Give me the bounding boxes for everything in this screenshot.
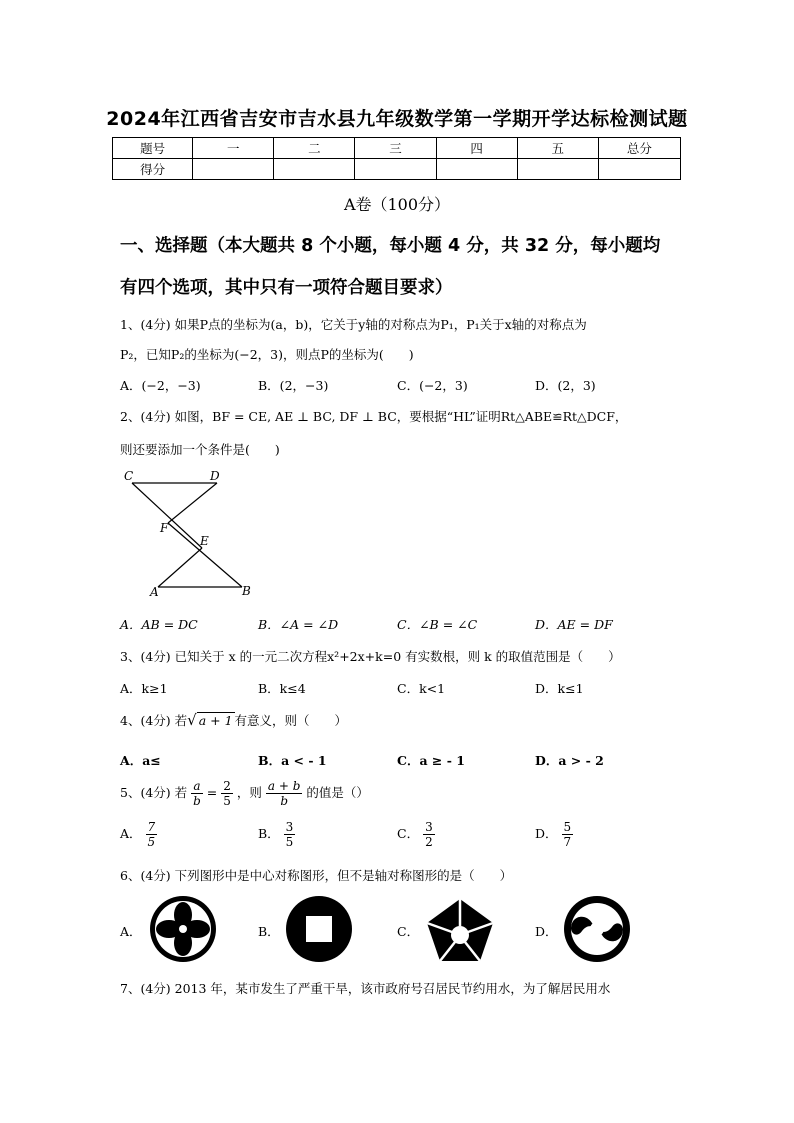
q4-suffix: 有意义，则（ ） (234, 713, 348, 728)
figure-label-c: C (124, 469, 134, 483)
q5-prefix: 5、(4分) 若 (120, 785, 188, 800)
score-table-cell: 三 (355, 138, 436, 159)
score-table-cell: 五 (517, 138, 598, 159)
q4-option-a[interactable]: A．a≤ (120, 753, 161, 768)
q1-option-b[interactable]: B．(2，−3) (258, 378, 329, 393)
fraction-numerator: a + b (267, 779, 301, 793)
q2-option-a[interactable]: A．AB = DC (120, 617, 198, 632)
option-label: C． (397, 826, 420, 841)
yin-yang-wave-icon (562, 895, 632, 965)
option-fraction (562, 820, 574, 849)
q5-suffix: 的值是（） (306, 785, 369, 800)
fraction-numerator: 5 (563, 820, 572, 834)
q1-option-a[interactable]: A．(−2，−3) (120, 378, 201, 393)
figure-label-a: A (150, 585, 159, 599)
section-title: A卷（100分） (343, 195, 451, 214)
q2-option-b[interactable]: B．∠A = ∠D (258, 617, 339, 632)
figure-label-f: F (160, 521, 169, 535)
fraction-numerator: 2 (223, 779, 231, 793)
q1-option-d[interactable]: D．(2，3) (535, 378, 596, 393)
q3-option-b[interactable]: B．k≤4 (258, 681, 306, 696)
q2-option-c[interactable]: C．∠B = ∠C (397, 617, 478, 632)
q3-option-d[interactable]: D．k≤1 (535, 681, 584, 696)
q5-given-value (221, 779, 233, 808)
score-table-cell: 得分 (113, 159, 193, 180)
score-input-cell[interactable] (517, 159, 598, 180)
q2-option-d[interactable]: D．AE = DF (535, 617, 613, 632)
q2-line2: 则还要添加一个条件是( ) (120, 442, 280, 457)
score-input-cell[interactable] (598, 159, 680, 180)
fraction-denominator: 7 (563, 835, 572, 849)
page-title: 2024年江西省吉安市吉水县九年级数学第一学期开学达标检测试题 (106, 108, 688, 130)
score-input-cell[interactable] (436, 159, 517, 180)
score-table-cell: 总分 (598, 138, 680, 159)
score-table (112, 137, 681, 180)
fraction-denominator: 2 (425, 835, 433, 849)
q5-option-d[interactable] (535, 820, 573, 849)
score-table-cell: 题号 (113, 138, 193, 159)
q5-option-c[interactable] (397, 820, 435, 849)
q5-equals: = (206, 785, 218, 800)
triangle-figure (120, 466, 260, 606)
q6-option-d[interactable]: D． (535, 924, 558, 939)
score-table-score-row (113, 159, 681, 180)
q4-radicand: a + 1 (198, 713, 233, 728)
q1-line1: 1、(4分) 如果P点的坐标为(a，b)，它关于y轴的对称点为P₁，P₁关于x轴的对称点为 (120, 317, 587, 332)
q5-option-b[interactable] (258, 820, 295, 849)
q7-line1: 7、(4分) 2013 年，某市发生了严重干旱，该市政府号召居民节约用水，为了解居民用水 (120, 981, 611, 996)
option-label: D． (535, 826, 558, 841)
q1-line2: P₂，已知P₂的坐标为(−2，3)，则点P的坐标为( ) (120, 347, 414, 362)
q4-option-d[interactable]: D．a > - 2 (535, 753, 604, 768)
score-table-cell: 二 (274, 138, 355, 159)
q2-line1: 2、(4分) 如图，BF = CE, AE ⊥ BC, DF ⊥ BC，要根据“HL”证明Rt△ABE≌Rt△DCF， (120, 409, 628, 424)
q3-option-a[interactable]: A．k≥1 (120, 681, 168, 696)
option-fraction (284, 820, 296, 849)
q6-option-c[interactable]: C． (397, 924, 420, 939)
score-table-cell: 一 (193, 138, 274, 159)
four-petal-circle-icon (149, 895, 219, 965)
fraction-numerator: 3 (425, 820, 433, 834)
pentagon-flower-icon (424, 895, 496, 965)
option-label: A． (120, 826, 142, 841)
score-input-cell[interactable] (355, 159, 436, 180)
q5-option-a[interactable] (120, 820, 157, 849)
q1-option-c[interactable]: C．(−2，3) (397, 378, 468, 393)
score-input-cell[interactable] (193, 159, 274, 180)
fraction-denominator: 5 (285, 835, 294, 849)
fraction-denominator: 5 (223, 794, 231, 808)
q4-option-b[interactable]: B．a < - 1 (258, 753, 327, 768)
q6-option-b[interactable]: B． (258, 924, 280, 939)
fraction-denominator: 5 (147, 835, 156, 849)
q4-option-c[interactable]: C．a ≥ - 1 (397, 753, 465, 768)
fraction-denominator: b (193, 794, 201, 808)
circle-square-hole-icon (284, 895, 354, 965)
q5-ask-fraction (266, 779, 303, 808)
q5-mid: ，则 (236, 785, 262, 800)
sqrt-sign: √ (187, 711, 197, 729)
q3-option-c[interactable]: C．k<1 (397, 681, 446, 696)
fraction-numerator: 7 (147, 820, 156, 834)
option-fraction (423, 820, 435, 849)
figure-label-d: D (210, 469, 220, 483)
part1-heading-line2: 有四个选项，其中只有一项符合题目要求） (120, 278, 453, 298)
q6-option-a[interactable]: A． (120, 924, 142, 939)
q4-prefix: 4、(4分) 若 (120, 713, 188, 728)
q5-given-fraction (191, 779, 203, 808)
fraction-numerator: a (193, 779, 201, 793)
part1-heading-line1: 一、选择题（本大题共 8 个小题，每小题 4 分，共 32 分，每小题均 (120, 236, 661, 256)
figure-label-e: E (200, 534, 209, 548)
option-fraction (146, 820, 158, 849)
q4-line1 (120, 711, 347, 729)
fraction-numerator: 3 (285, 820, 294, 834)
q5-line1 (120, 779, 369, 808)
figure-label-b: B (242, 584, 251, 598)
q6-line1: 6、(4分) 下列图形中是中心对称图形，但不是轴对称图形的是（ ） (120, 868, 513, 883)
score-table-header-row (113, 138, 681, 159)
score-input-cell[interactable] (274, 159, 355, 180)
option-label: B． (258, 826, 280, 841)
fraction-denominator: b (280, 794, 288, 808)
score-table-cell: 四 (436, 138, 517, 159)
q3-line1: 3、(4分) 已知关于 x 的一元二次方程x²+2x+k=0 有实数根，则 k 的取值范围是（ ） (120, 649, 621, 664)
